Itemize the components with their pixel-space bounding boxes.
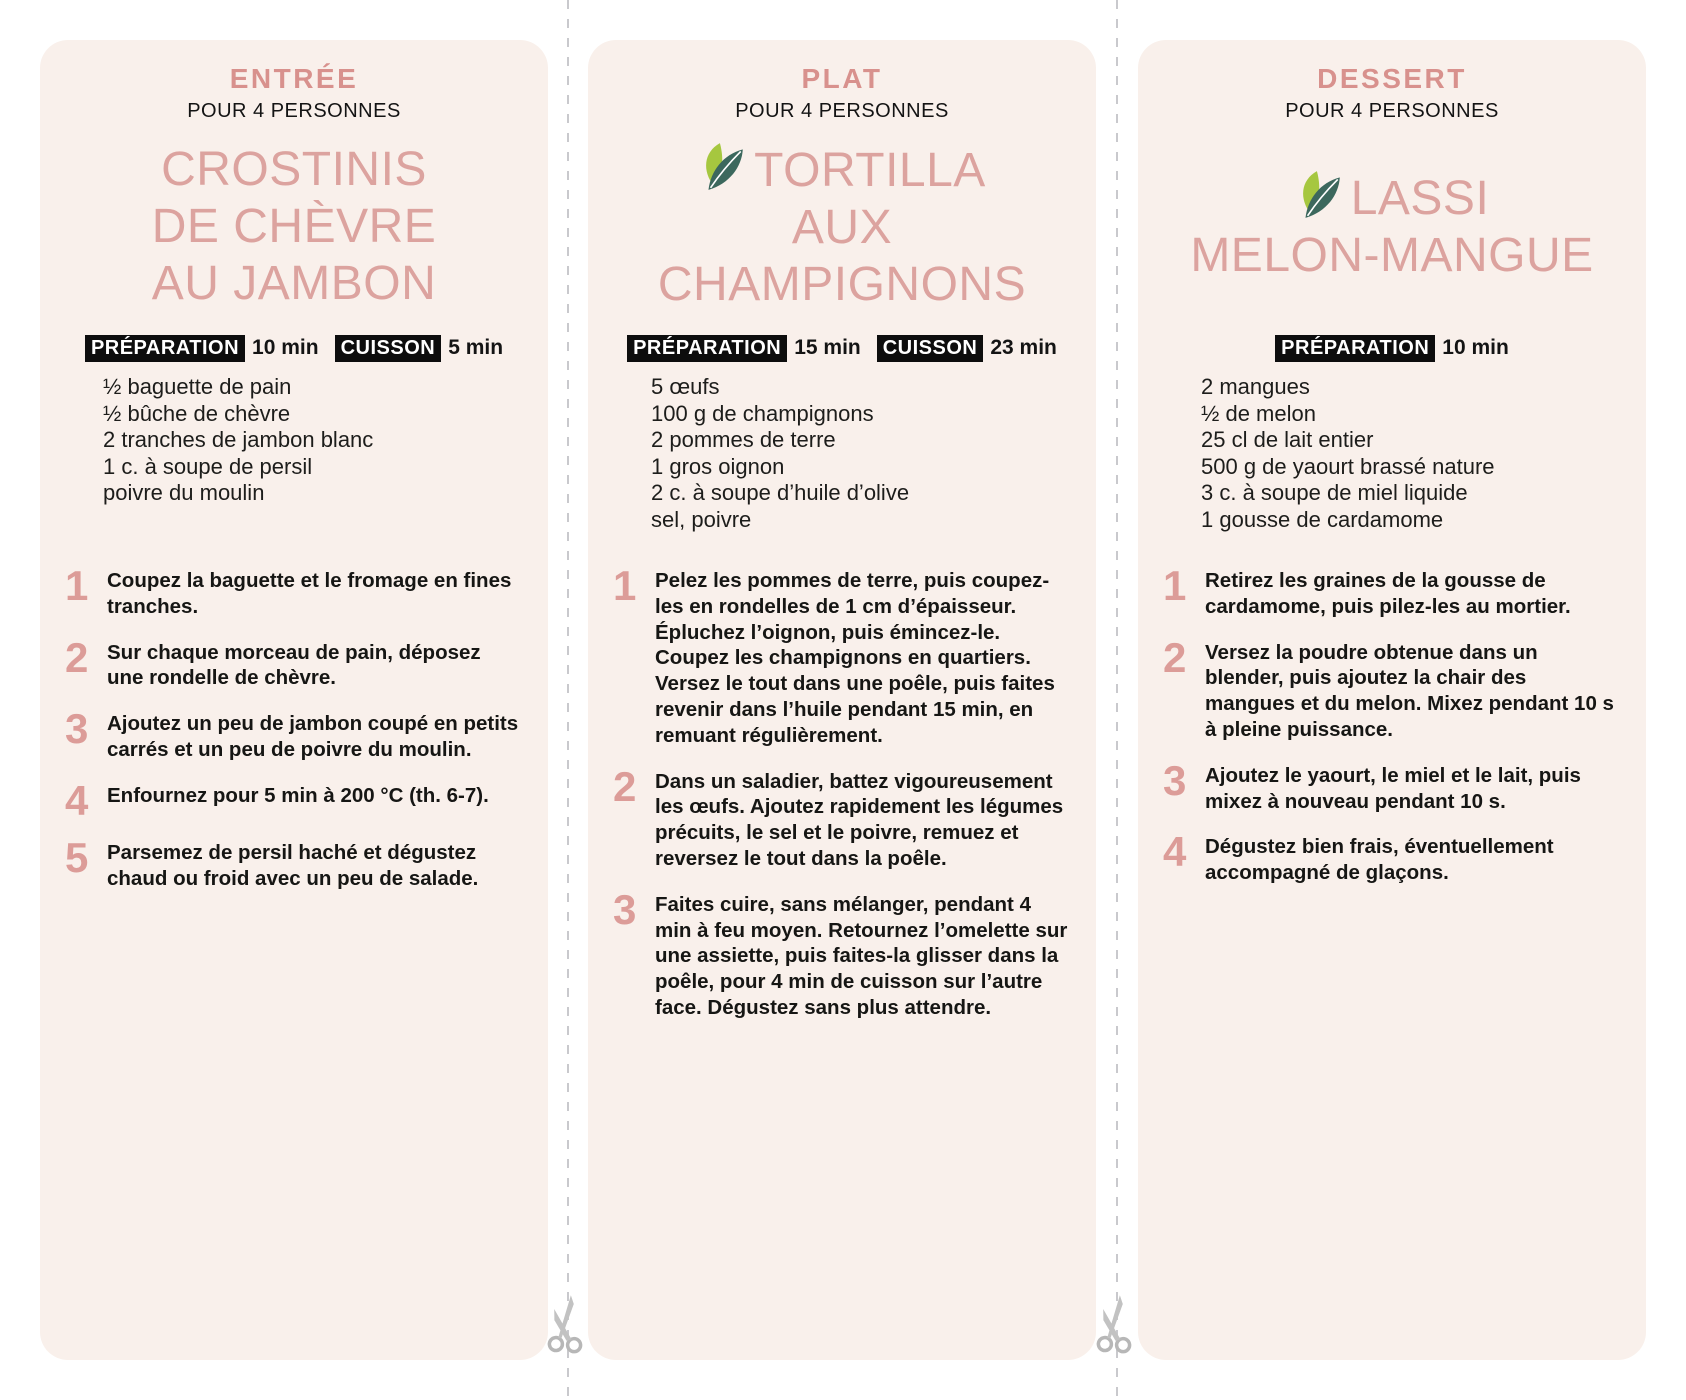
step: [1163, 633, 1618, 743]
preparation-value: 15 min: [794, 336, 861, 359]
recipe-title-line: AUX: [791, 200, 893, 254]
ingredient: 2 pommes de terre: [651, 427, 836, 452]
step-number: 2: [1163, 633, 1186, 681]
step-text: Coupez la baguette et le fromage en fines tranches.: [107, 569, 512, 618]
step-text: Sur chaque morceau de pain, déposez une rondelle de chèvre.: [107, 640, 481, 690]
step-text: Parsemez de persil haché et dégustez chaud ou froid avec un peu de salade.: [107, 840, 479, 890]
ingredient: 2 mangues: [1201, 374, 1310, 399]
step-list: [1163, 562, 1618, 905]
category-label: DESSERT: [1317, 63, 1467, 94]
recipe-title-line: LASSI: [1350, 172, 1490, 225]
step-text: Enfournez pour 5 min à 200 °C (th. 6-7).: [107, 783, 489, 807]
step-number: 2: [65, 633, 88, 681]
step: [613, 762, 1068, 872]
cuisson-time: [335, 336, 503, 360]
leaf-icon: [1295, 168, 1343, 220]
step-number: 5: [65, 833, 88, 881]
ingredient: 1 gousse de cardamome: [1201, 506, 1444, 532]
step-number: 4: [65, 776, 88, 824]
cuisson-value: 5 min: [448, 336, 504, 359]
ingredient: 1 c. à soupe de persil: [103, 453, 313, 479]
servings-label: POUR 4 PERSONNES: [187, 100, 401, 122]
step-text: Versez la poudre obtenue dans un blender, puis ajoutez la chair des mangues et du melon. Mixez pendant 10 s à pleine puissance.: [1205, 640, 1614, 741]
preparation-time: [627, 336, 861, 360]
servings-label: POUR 4 PERSONNES: [1285, 100, 1499, 122]
preparation-time: [85, 336, 319, 360]
step: [65, 776, 520, 824]
time-info: [40, 336, 548, 360]
step-number: 3: [1163, 756, 1186, 804]
step: [613, 562, 1068, 749]
ingredient: 100 g de champignons: [651, 400, 874, 426]
ingredient: 5 œufs: [651, 374, 720, 399]
recipe-title-line: CHAMPIGNONS: [657, 257, 1027, 311]
step-text: Ajoutez le yaourt, le miel et le lait, puis mixez à nouveau pendant 10 s.: [1205, 763, 1581, 813]
leaf-icon: [698, 140, 746, 192]
step: [65, 633, 520, 692]
ingredient: 500 g de yaourt brassé nature: [1201, 453, 1495, 479]
recipe-title: [48, 138, 540, 314]
time-info: [588, 336, 1096, 360]
cut-dashed-line: [1116, 0, 1118, 1400]
category-label: PLAT: [801, 63, 883, 94]
ingredient-list: [103, 374, 522, 507]
step-list: [65, 562, 520, 910]
recipe-title-line: MELON-MANGUE: [1190, 229, 1594, 282]
ingredient-list: [1201, 374, 1620, 533]
recipe-title-line: DE CHÈVRE: [151, 199, 437, 253]
step-list: [613, 562, 1068, 1040]
step-number: 3: [65, 705, 88, 753]
category-label: ENTRÉE: [229, 63, 359, 94]
recipe-title: [1146, 138, 1638, 314]
step: [65, 562, 520, 620]
ingredient: poivre du moulin: [103, 480, 265, 505]
ingredient: ½ de melon: [1201, 400, 1316, 426]
preparation-badge: PRÉPARATION: [85, 335, 245, 362]
cuisson-value: 23 min: [990, 336, 1057, 359]
time-info: [1138, 336, 1646, 360]
preparation-time: [1275, 336, 1509, 360]
ingredient: ½ bûche de chèvre: [103, 400, 291, 426]
step-number: 1: [1163, 562, 1186, 609]
preparation-value: 10 min: [252, 336, 319, 359]
recipe-title-line: CROSTINIS: [161, 142, 427, 196]
ingredient: ½ baguette de pain: [103, 374, 292, 399]
ingredient: 3 c. à soupe de miel liquide: [1201, 480, 1468, 505]
step-number: 1: [613, 562, 636, 609]
step-number: 3: [613, 885, 636, 933]
ingredient: sel, poivre: [651, 506, 752, 532]
ingredient: 2 c. à soupe d’huile d’olive: [651, 480, 910, 505]
recipe-card-dessert: [1138, 40, 1646, 1360]
step: [65, 833, 520, 892]
step-text: Retirez les graines de la gousse de cardamome, puis pilez-les au mortier.: [1205, 569, 1571, 618]
ingredient: 1 gros oignon: [651, 453, 785, 479]
preparation-badge: PRÉPARATION: [627, 335, 787, 362]
step: [613, 885, 1068, 1021]
cuisson-badge: CUISSON: [877, 335, 984, 362]
ingredient-list: [651, 374, 1070, 533]
step: [1163, 828, 1618, 886]
recipe-title: [596, 138, 1088, 314]
scissors-icon: [1089, 1289, 1140, 1362]
ingredient: 2 tranches de jambon blanc: [103, 427, 374, 452]
recipe-card-plat: [588, 40, 1096, 1360]
step-text: Faites cuire, sans mélanger, pendant 4 min à feu moyen. Retournez l’omelette sur une assiette, puis faites-la glisser dans la poêle, pour 4 min de cuisson sur l’autre face. Dégustez sans plus attendre.: [655, 892, 1068, 1019]
scissors-icon: [540, 1289, 591, 1362]
step-text: Dans un saladier, battez vigoureusement les œufs. Ajoutez rapidement les légumes précuits, le sel et le poivre, remuez et reversez le tout dans la poêle.: [655, 769, 1064, 870]
preparation-value: 10 min: [1442, 336, 1509, 359]
step-number: 2: [613, 762, 636, 810]
step-text: Ajoutez un peu de jambon coupé en petits carrés et un peu de poivre du moulin.: [107, 712, 519, 761]
cuisson-badge: CUISSON: [335, 335, 442, 362]
recipe-title-line: TORTILLA: [754, 143, 986, 197]
preparation-badge: PRÉPARATION: [1275, 335, 1435, 362]
ingredient: 25 cl de lait entier: [1201, 427, 1374, 452]
step-number: 1: [65, 562, 88, 609]
cut-dashed-line: [567, 0, 569, 1400]
step-text: Pelez les pommes de terre, puis coupez-les en rondelles de 1 cm d’épaisseur. Épluchez l’oignon, puis émincez-le. Coupez les champignons en quartiers. Versez le tout dans une poêle, puis faites revenir dans l’huile pendant 15 min, en remuant régulièrement.: [655, 569, 1055, 747]
step-text: Dégustez bien frais, éventuellement accompagné de glaçons.: [1205, 835, 1554, 885]
recipe-card-entree: [40, 40, 548, 1360]
recipe-title-line: AU JAMBON: [151, 256, 437, 310]
step: [1163, 756, 1618, 815]
servings-label: POUR 4 PERSONNES: [735, 100, 949, 122]
step: [65, 705, 520, 763]
step-number: 4: [1163, 828, 1186, 876]
cuisson-time: [877, 336, 1057, 360]
step: [1163, 562, 1618, 620]
